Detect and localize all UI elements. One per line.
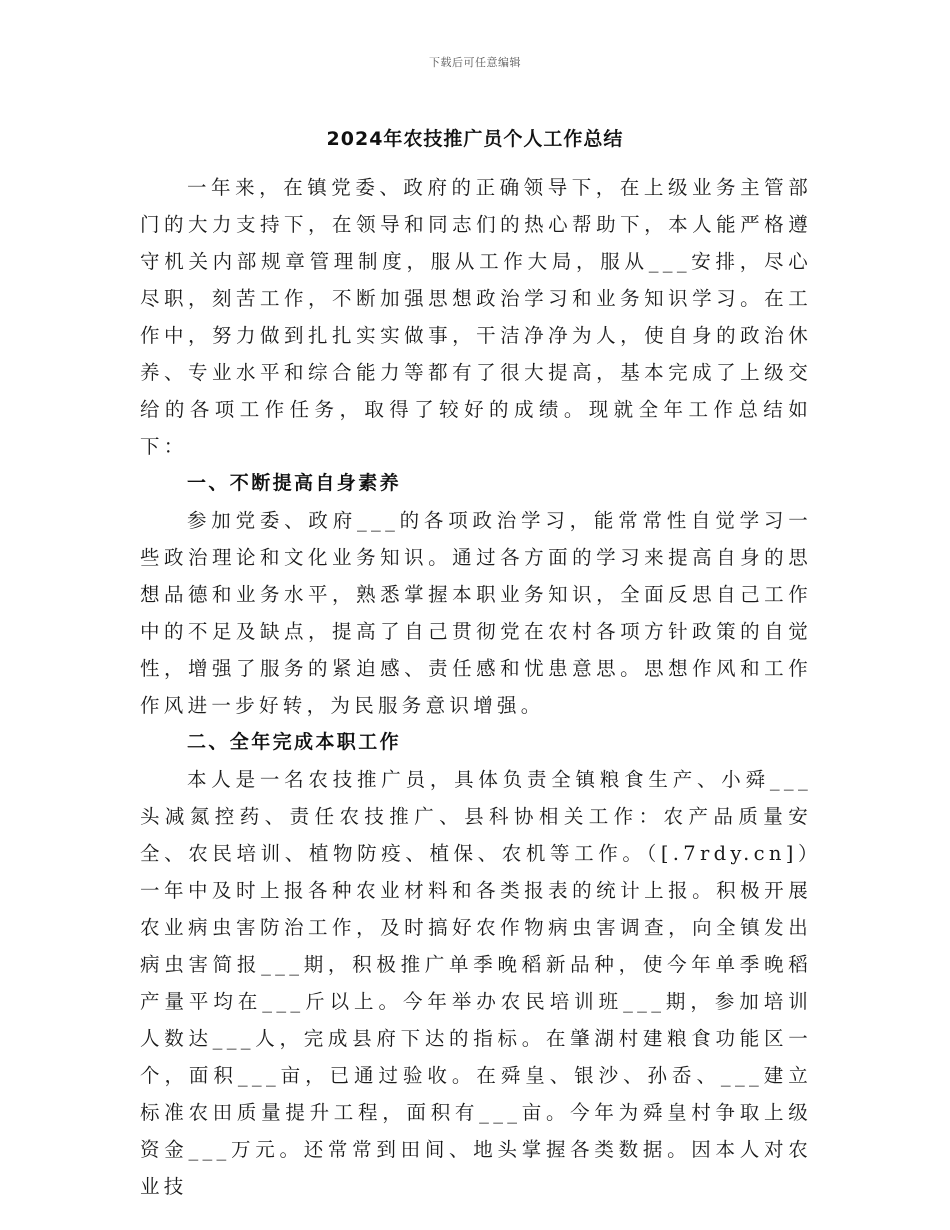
document-body xyxy=(140,169,812,1205)
page-header-note: 下载后可任意编辑 xyxy=(429,56,521,69)
document-title: 2024年农技推广员个人工作总结 xyxy=(326,128,624,150)
section-2-paragraph: 本人是一名农技推广员，具体负责全镇粮食生产、小舜___头减氮控药、责任农技推广、县科协相关工作：农产品质量安全、农民培训、植物防疫、植保、农机等工作。（[.7rdy.cn]）一年中及时上报各种农业材料和各类报表的统计上报。积极开展农业病虫害防治工作，及时搞好农作物病虫害调查，向全镇发出病虫害简报___期，积极推广单季晚稻新品种，使今年单季晚稻产量平均在___斤以上。今年举办农民培训班___期，参加培训人数达___人，完成县府下达的指标。在肇湖村建粮食功能区一个，面积___亩，已通过验收。在舜皇、银沙、孙岙、___建立标准农田质量提升工程，面积有___亩。今年为舜皇村争取上级资金___万元。还常常到田间、地头掌握各类数据。因本人对农业技 xyxy=(140,768,812,1198)
intro-paragraph: 一年来，在镇党委、政府的正确领导下，在上级业务主管部门的大力支持下，在领导和同志们的热心帮助下，本人能严格遵守机关内部规章管理制度，服从工作大局，服从___安排，尽心尽职，刻苦工作，不断加强思想政治学习和业务知识学习。在工作中，努力做到扎扎实实做事，干洁净净为人，使自身的政治休养、专业水平和综合能力等都有了很大提高，基本完成了上级交给的各项工作任务，取得了较好的成绩。现就全年工作总结如下： xyxy=(140,176,812,458)
section-1-paragraph: 参加党委、政府___的各项政治学习，能常常性自觉学习一些政治理论和文化业务知识。通过各方面的学习来提高自身的思想品德和业务水平，熟悉掌握本职业务知识，全面反思自己工作中的不足及缺点，提高了自己贯彻党在农村各项方针政策的自觉性，增强了服务的紧迫感、责任感和忧患意思。思想作风和工作作风进一步好转，为民服务意识增强。 xyxy=(140,509,812,717)
section-heading-2: 二、全年完成本职工作 xyxy=(187,731,402,753)
section-heading-1: 一、不断提高自身素养 xyxy=(187,472,402,494)
